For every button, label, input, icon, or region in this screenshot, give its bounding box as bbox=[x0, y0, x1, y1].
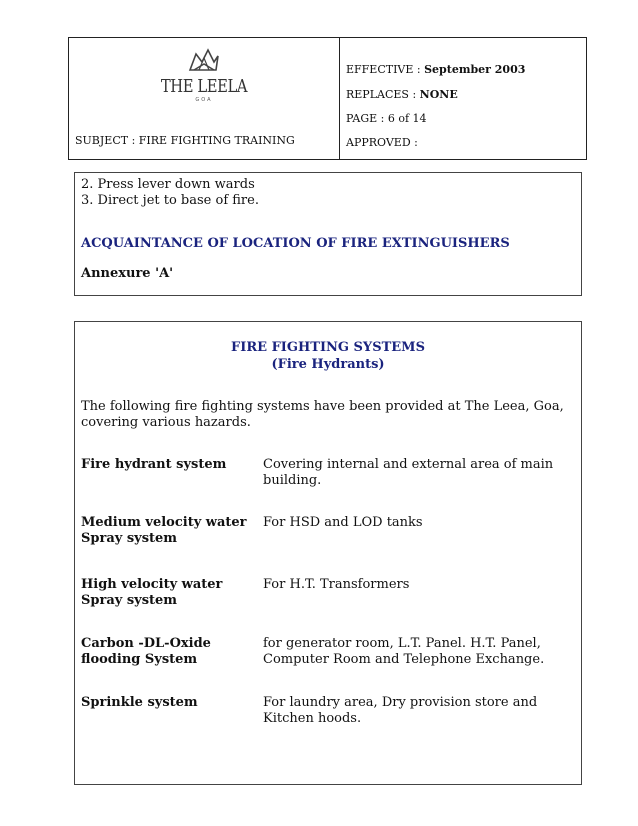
logo-location: GOA bbox=[195, 97, 213, 103]
logo-wordmark: THE LEELA bbox=[160, 76, 248, 97]
system-name: Sprinkle system bbox=[81, 695, 198, 710]
annexure-label: Annexure 'A' bbox=[81, 266, 174, 281]
effective-label: EFFECTIVE : bbox=[346, 63, 425, 76]
header-right-cell bbox=[340, 38, 586, 159]
leela-logo bbox=[69, 48, 339, 103]
fire-systems-box bbox=[74, 321, 582, 785]
step-item: 2. Press lever down wards bbox=[81, 177, 255, 192]
effective-line bbox=[346, 63, 525, 76]
systems-subtitle: (Fire Hydrants) bbox=[271, 357, 385, 372]
lotus-icon bbox=[186, 48, 222, 74]
replaces-line bbox=[346, 88, 458, 101]
system-description: Covering internal and external area of main building. bbox=[263, 457, 554, 488]
step-item: 3. Direct jet to base of fire. bbox=[81, 193, 259, 208]
system-description: For H.T. Transformers bbox=[263, 577, 410, 592]
document-header bbox=[68, 37, 587, 160]
systems-intro: The following fire fighting systems have been provided at The Leea, Goa, covering various hazards. bbox=[81, 399, 564, 430]
system-description: For laundry area, Dry provision store and Kitchen hoods. bbox=[263, 695, 538, 726]
systems-title: FIRE FIGHTING SYSTEMS bbox=[231, 340, 425, 355]
effective-value: September 2003 bbox=[424, 63, 526, 76]
header-left-cell bbox=[69, 38, 340, 159]
system-description: For HSD and LOD tanks bbox=[263, 515, 423, 530]
section-heading: ACQUAINTANCE OF LOCATION OF FIRE EXTINGUISHERS bbox=[81, 236, 510, 251]
system-name: Medium velocity water Spray system bbox=[81, 515, 247, 546]
subject-line: SUBJECT : FIRE FIGHTING TRAINING bbox=[75, 134, 295, 147]
approved-line: APPROVED : bbox=[346, 136, 418, 149]
page-number: PAGE : 6 of 14 bbox=[346, 112, 427, 125]
system-description: for generator room, L.T. Panel. H.T. Panel, Computer Room and Telephone Exchange. bbox=[263, 636, 545, 667]
replaces-label: REPLACES : bbox=[346, 88, 420, 101]
system-name: Carbon -DL-Oxide flooding System bbox=[81, 636, 211, 667]
instructions-box bbox=[74, 172, 582, 296]
system-name: Fire hydrant system bbox=[81, 457, 227, 472]
replaces-value: NONE bbox=[419, 88, 458, 101]
system-name: High velocity water Spray system bbox=[81, 577, 223, 608]
